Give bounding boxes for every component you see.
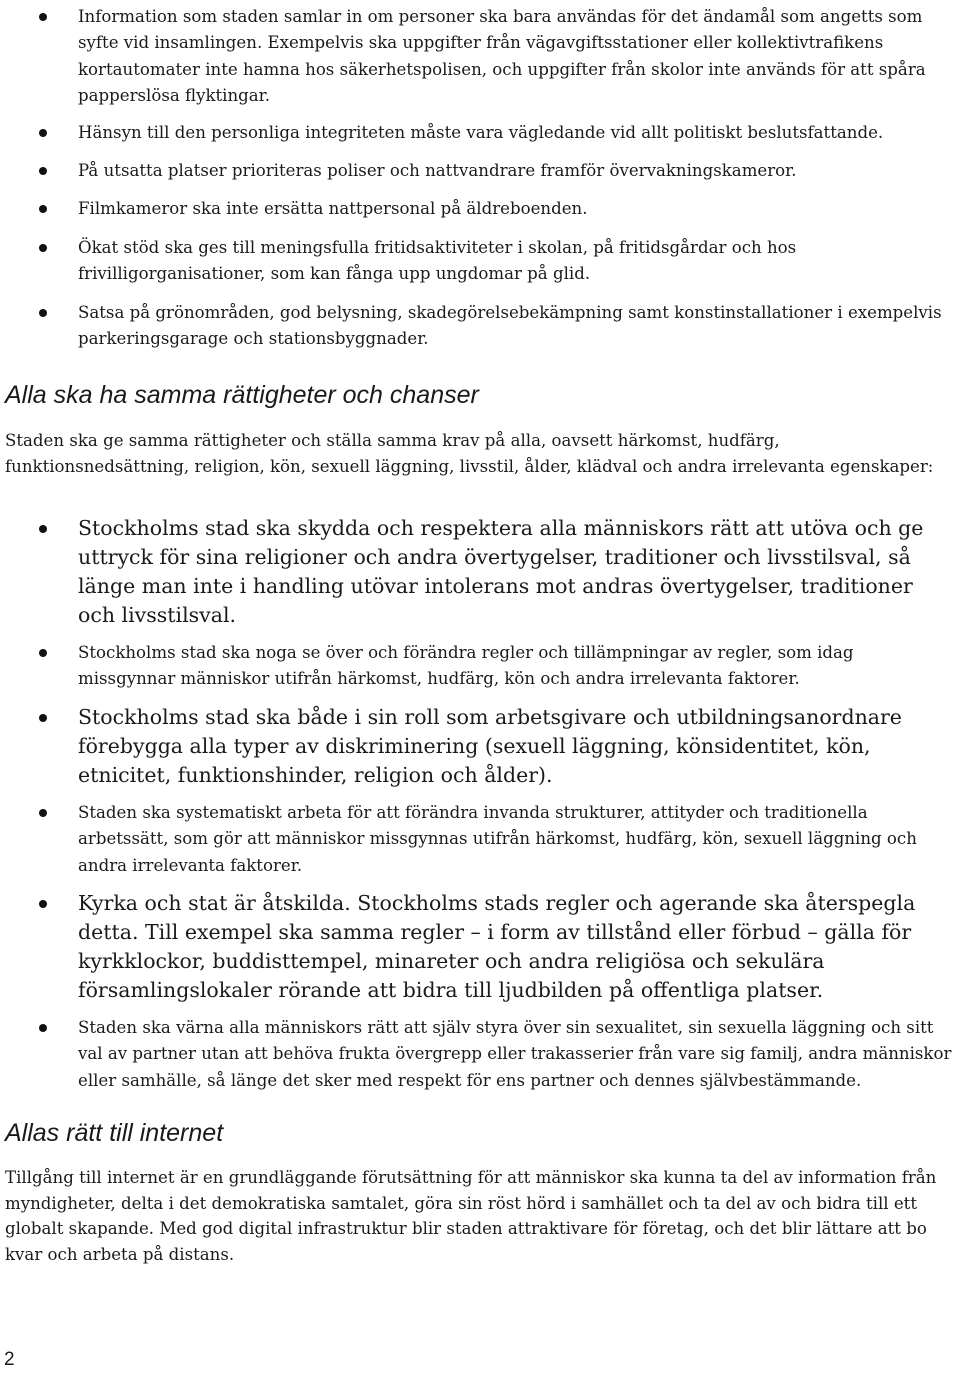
bullet-icon xyxy=(39,244,47,252)
section-body-text: Tillgång till internet är en grundläggande förutsättning för att människor ska kunna ta del av information från myndigheter, delta i det demokratiska samtalet, göra sin röst hörd i samhället och ta del av och bidra till ett globalt skapande. Med god digital infrastruktur blir staden attraktivare för företag, och det blir lättare att bo kvar och arbeta på distans. xyxy=(5,1168,937,1264)
list-item-text: Hänsyn till den personliga integriteten måste vara vägledande vid allt politiskt beslutsfattande. xyxy=(78,122,884,142)
list-item xyxy=(0,514,960,630)
list-item xyxy=(0,4,960,110)
list-item xyxy=(0,800,960,879)
section-heading-internet: Allas rätt till internet xyxy=(5,1119,224,1147)
bullet-icon xyxy=(39,714,47,722)
list-item xyxy=(0,1015,960,1094)
list-item xyxy=(0,300,960,353)
list-item-text: Filmkameror ska inte ersätta nattpersonal på äldreboenden. xyxy=(78,199,588,219)
list-item-text: På utsatta platser prioriteras poliser och nattvandrare framför övervakningskameror. xyxy=(78,161,797,181)
list-item xyxy=(0,158,960,184)
bullet-icon xyxy=(39,809,47,817)
bullet-list-integrity xyxy=(0,4,960,352)
bullet-icon xyxy=(39,13,47,21)
bullet-icon xyxy=(39,525,47,533)
list-item-text: Kyrka och stat är åtskilda. Stockholms stads regler och agerande ska återspegla detta. Till exempel ska samma regler – i form av tillstånd eller förbud – gälla för kyrkklockor, buddisttempel, minareter och andra religiösa och sekulära församlingslokaler rörande att bidra till ljudbilden på offentliga platser. xyxy=(78,891,916,1003)
bullet-icon xyxy=(39,900,47,908)
bullet-icon xyxy=(39,167,47,175)
list-item-text: Satsa på grönområden, god belysning, skadegörelsebekämpning samt konstinstallationer i exempelvis parkeringsgarage och stationsbyggnader. xyxy=(78,302,942,349)
page-number: 2 xyxy=(4,1349,15,1370)
list-item xyxy=(0,640,960,693)
bullet-icon xyxy=(39,309,47,317)
list-item xyxy=(0,703,960,790)
list-item xyxy=(0,120,960,146)
list-item-text: Staden ska värna alla människors rätt att själv styra över sin sexualitet, sin sexuella läggning och sitt val av partner utan att behöva frukta övergrepp eller trakasserier från vare sig familj, andra människor eller samhälle, så länge det sker med respekt för ens partner och dennes självbestämmande. xyxy=(78,1018,952,1090)
list-item-text: Ökat stöd ska ges till meningsfulla fritidsaktiviteter i skolan, på fritidsgårdar och hos frivilligorganisationer, som kan fånga upp ungdomar på glid. xyxy=(78,237,797,284)
list-item xyxy=(0,235,960,288)
bullet-icon xyxy=(39,1024,47,1032)
list-item-text: Stockholms stad ska noga se över och förändra regler och tillämpningar av regler, som idag missgynnar människor utifrån härkomst, hudfärg, kön och andra irrelevanta faktorer. xyxy=(78,643,854,689)
list-item xyxy=(0,196,960,222)
list-item xyxy=(0,889,960,1005)
list-item-text: Staden ska systematiskt arbeta för att förändra invanda strukturer, attityder och traditionella arbetssätt, som gör att människor missgynnas utifrån härkomst, hudfärg, kön, sexuell läggning och andra irrelevanta faktorer. xyxy=(78,802,917,875)
bullet-list-equal-rights xyxy=(0,514,960,1094)
section-heading-equal-rights: Alla ska ha samma rättigheter och chanser xyxy=(5,381,479,409)
bullet-icon xyxy=(39,649,47,657)
list-item-text: Information som staden samlar in om personer ska bara användas för det ändamål som angetts som syfte vid insamlingen. Exempelvis ska uppgifter från vägavgiftsstationer eller kollektivtrafikens kortautomater inte hamna hos säkerhetspolisen, och uppgifter från skolor inte används för att spåra papperslösa flyktingar. xyxy=(78,7,926,106)
bullet-icon xyxy=(39,205,47,213)
bullet-icon xyxy=(39,129,47,137)
list-item-text: Stockholms stad ska skydda och respektera alla människors rätt att utöva och ge uttryck för sina religioner och andra övertygelser, traditioner och livsstilsval, så länge man inte i handling utövar intolerans mot andras övertygelser, traditioner och livsstilsval. xyxy=(78,516,924,627)
section-intro-text: Staden ska ge samma rättigheter och ställa samma krav på alla, oavsett härkomst, hudfärg, funktionsnedsättning, religion, kön, sexuell läggning, livsstil, ålder, klädval och andra irrelevanta egenskaper: xyxy=(5,431,934,476)
list-item-text: Stockholms stad ska både i sin roll som arbetsgivare och utbildningsanordnare förebygga alla typer av diskriminering (sexuell läggning, könsidentitet, kön, etnicitet, funktionshinder, religion och ålder). xyxy=(78,704,902,787)
